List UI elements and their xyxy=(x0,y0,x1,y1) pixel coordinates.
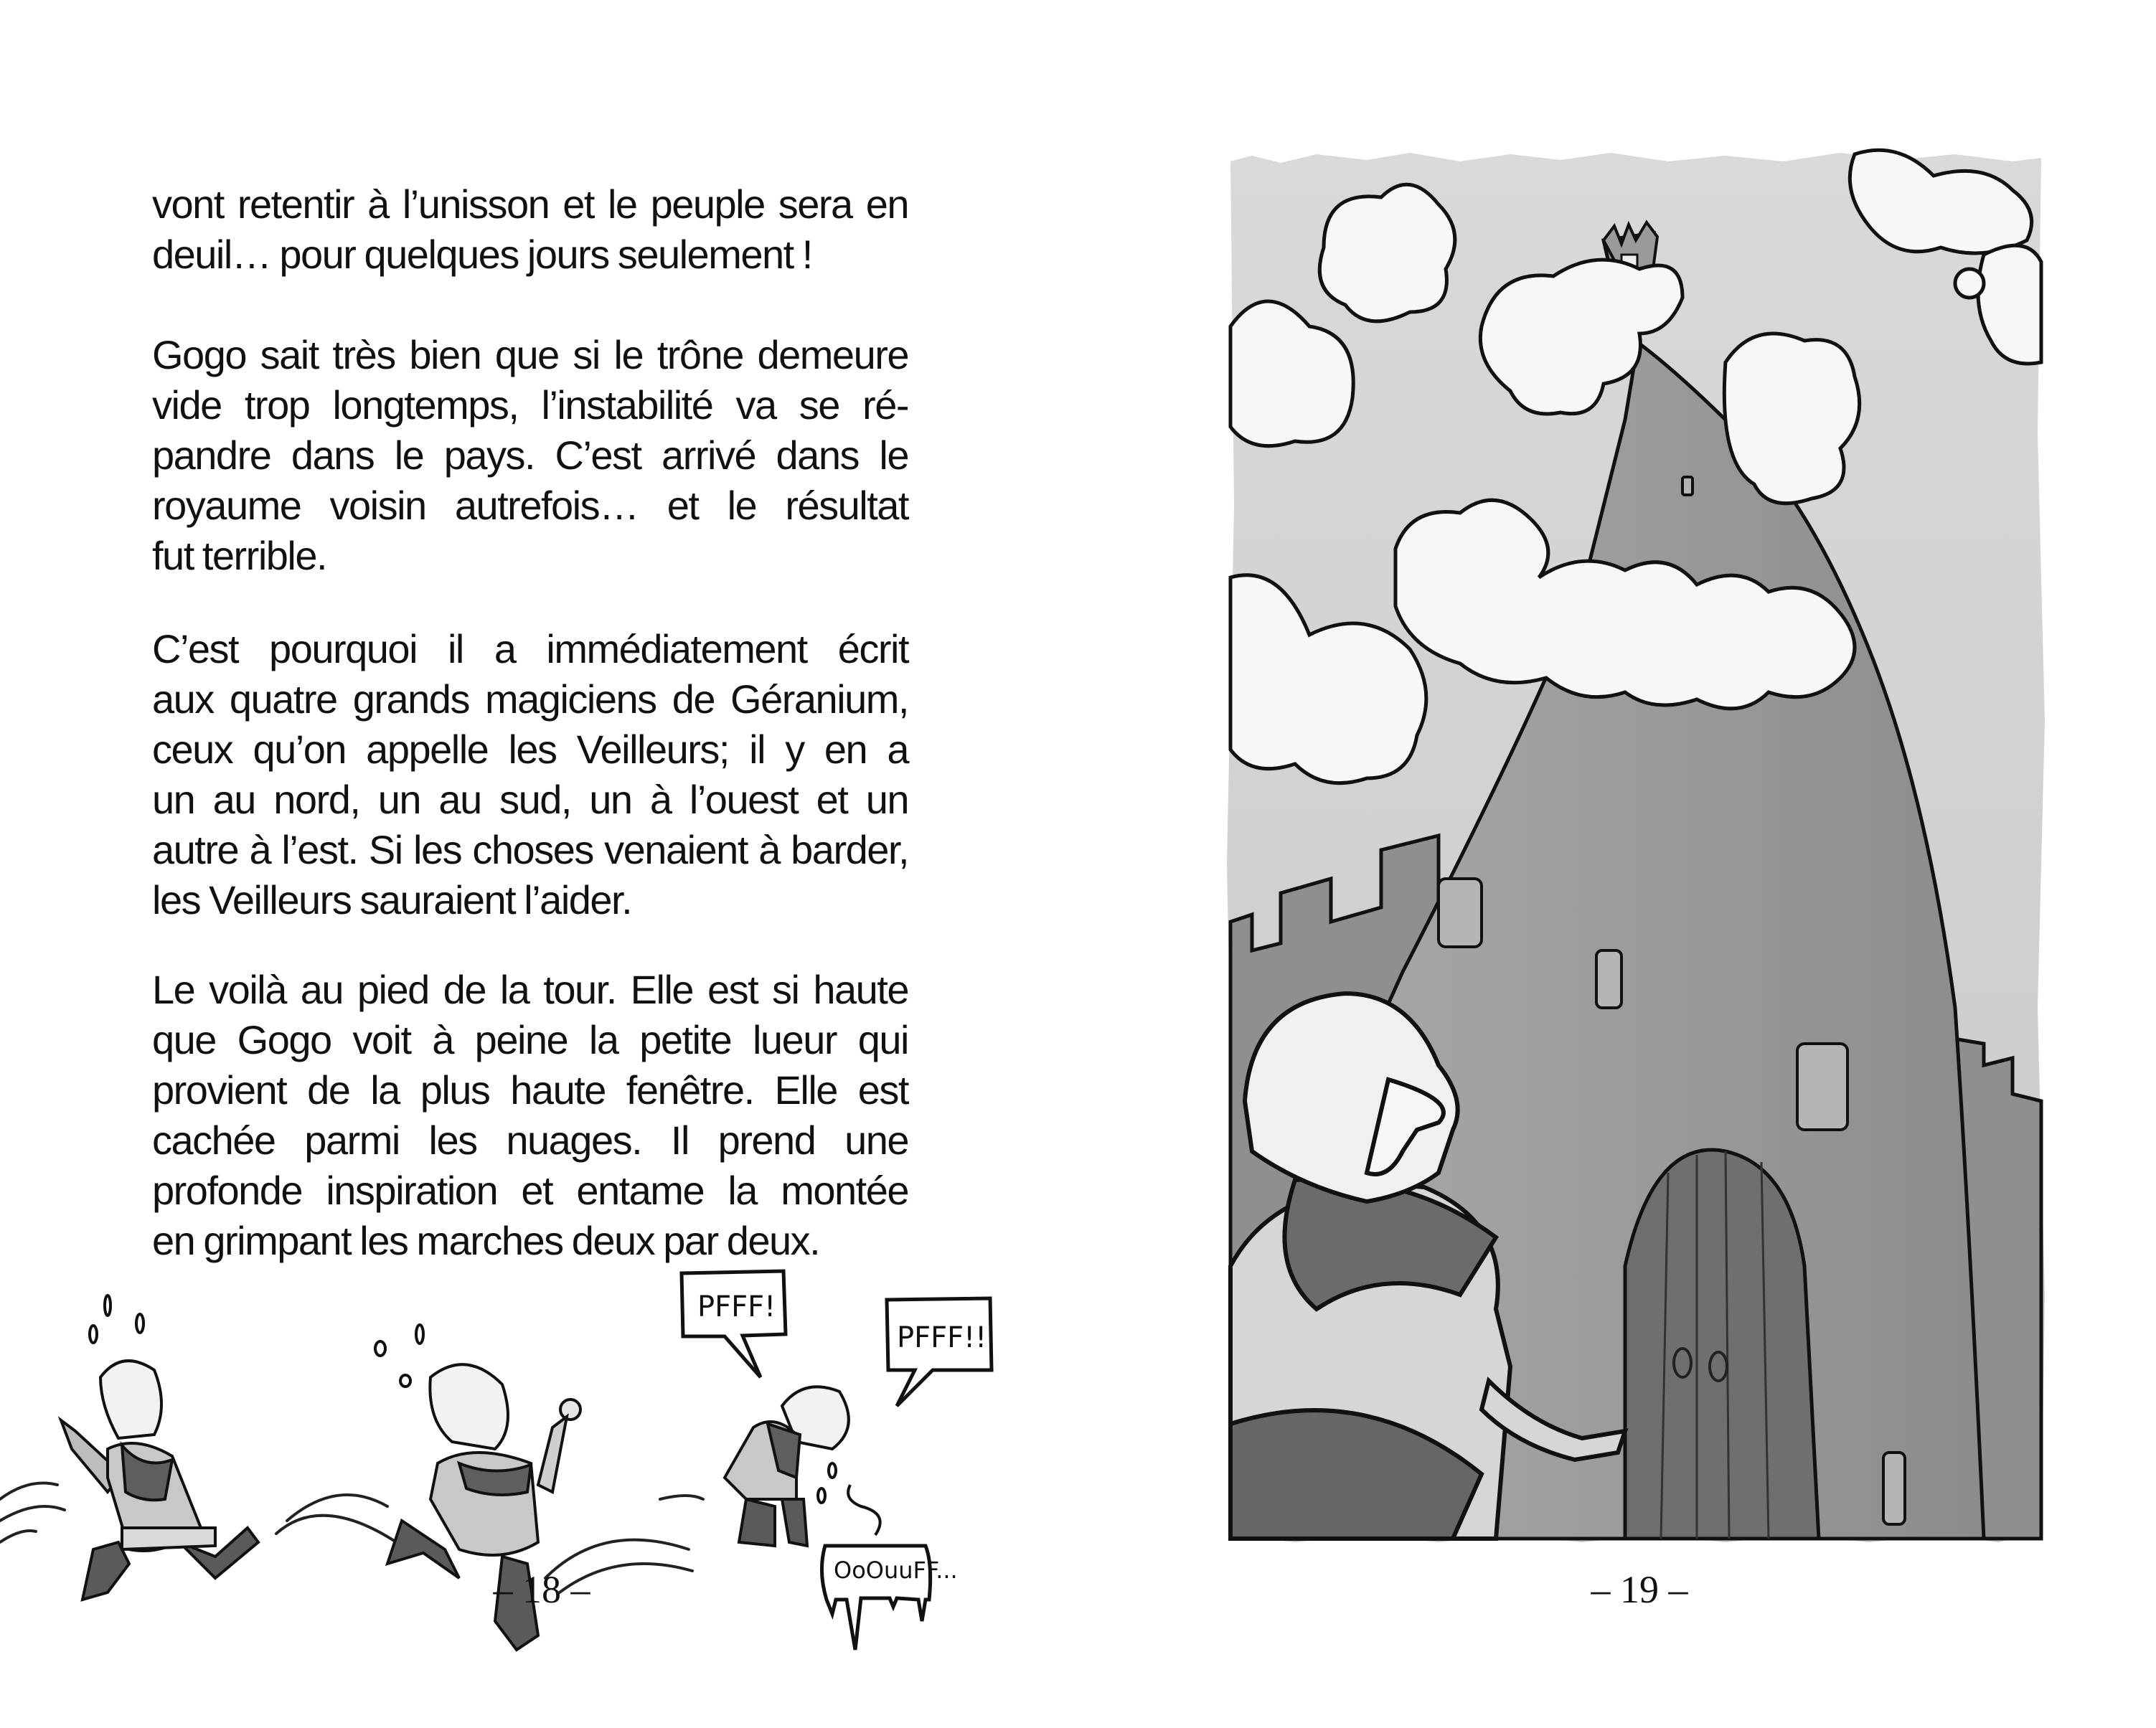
text-line: Le voilà au pied de la tour. Elle est si haute xyxy=(152,967,908,1012)
text-line: fut terrible. xyxy=(152,533,327,578)
text-line: provient de la plus haute fenêtre. Elle est xyxy=(152,1067,908,1113)
text-line: deuil… pour quelques jours seulement ! xyxy=(152,232,812,277)
left-page xyxy=(0,0,1076,1728)
speech-bubble-1 xyxy=(682,1271,786,1377)
text-line: aux quatre grands magiciens de Géranium, xyxy=(152,676,908,722)
tower-illustration xyxy=(1223,147,2048,1546)
speech-bubble-2 xyxy=(887,1298,992,1406)
text-line: royaume voisin autrefois… et le résultat xyxy=(152,483,908,528)
speech-bubble-3 xyxy=(822,1546,957,1650)
text-line: ceux qu’on appelle les Veilleurs; il y en a xyxy=(152,727,908,772)
tower-door xyxy=(1625,1150,1819,1539)
text-line: les Veilleurs sauraient l’aider. xyxy=(152,877,632,922)
page-number-right: – 19 – xyxy=(1591,1568,1688,1611)
text-line: profonde inspiration et entame la montée xyxy=(152,1168,908,1213)
text-line: autre à l’est. Si les choses venaient à barder, xyxy=(152,827,908,872)
paragraph-3 xyxy=(152,624,908,925)
text-line: vide trop longtemps, l’instabilité va se ré- xyxy=(152,382,908,428)
paragraph-2 xyxy=(152,330,908,581)
text-line: Gogo sait très bien que si le trône demeure xyxy=(152,332,908,377)
bubble-text-1: PFFF! xyxy=(697,1290,776,1323)
paragraph-1 xyxy=(152,179,908,280)
text-line: pandre dans le pays. C’est arrivé dans le xyxy=(152,433,908,478)
text-line: que Gogo voit à peine la petite lueur qui xyxy=(152,1017,908,1062)
bubble-text-3: OoOuuFF... xyxy=(834,1557,958,1584)
paragraph-4 xyxy=(152,965,908,1266)
gogo-doodle-1 xyxy=(61,1295,258,1600)
text-line: cachée parmi les nuages. Il prend une xyxy=(152,1118,908,1163)
text-line: un au nord, un au sud, un à l’ouest et un xyxy=(152,777,908,822)
bubble-text-2: PFFF!! xyxy=(897,1321,987,1354)
text-line: C’est pourquoi il a immédiatement écrit xyxy=(152,626,908,671)
page-number-left: – 18 – xyxy=(493,1568,590,1611)
gogo-doodle-3 xyxy=(725,1387,880,1546)
text-line: vont retentir à l’unisson et le peuple sera en xyxy=(152,181,908,227)
text-line: en grimpant les marches deux par deux. xyxy=(152,1218,820,1263)
